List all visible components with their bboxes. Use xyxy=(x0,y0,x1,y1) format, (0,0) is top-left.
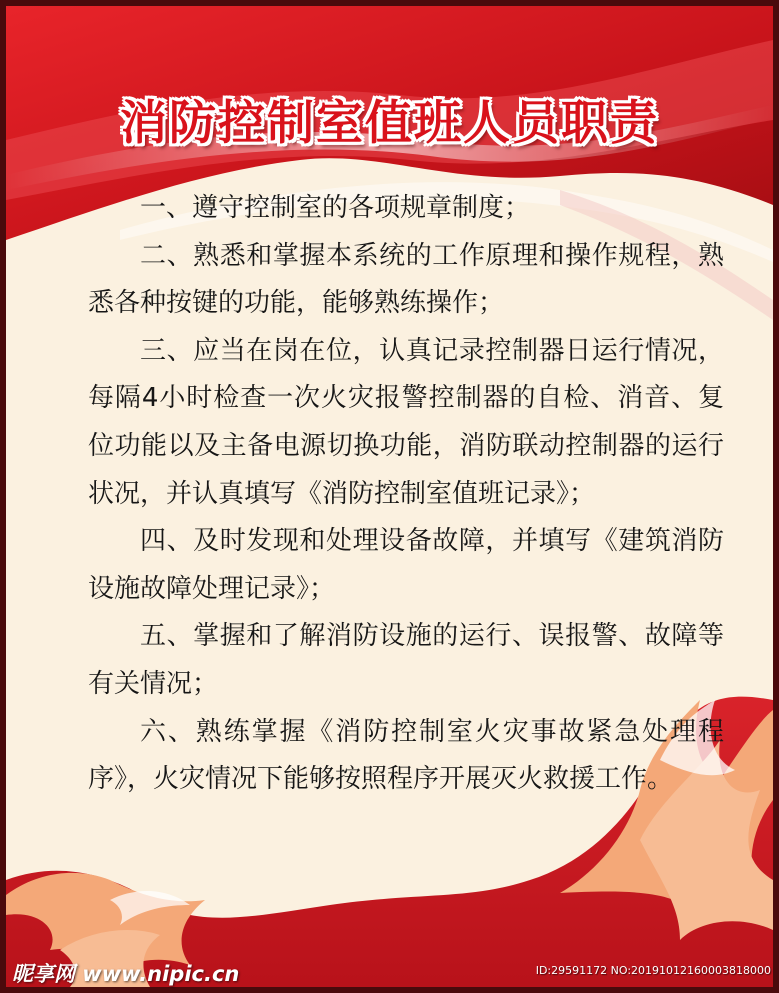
duty-item-1: 一、遵守控制室的各项规章制度； xyxy=(140,193,531,223)
watermark-logo: 昵享网 www.nipic.cn xyxy=(12,962,240,986)
duties-list xyxy=(88,185,724,804)
duty-item-5: 五、掌握和了解消防设施的运行、误报警、故障等有关情况； xyxy=(88,621,724,699)
poster-title: 消防控制室值班人员职责 xyxy=(120,96,659,151)
duty-item-6: 六、熟练掌握《消防控制室火灾事故紧急处理程序》，火灾情况下能够按照程序开展灭火救援工作。 xyxy=(88,716,724,795)
duty-item-3: 三、应当在岗在位，认真记录控制器日运行情况，每隔4小时检查一次火灾报警控制器的自检、消音、复位功能以及主备电源切换功能，消防联动控制器的运行状况，并认真填写《消防控制室值班记录》； xyxy=(88,335,724,509)
duty-item-2: 二、熟悉和掌握本系统的工作原理和操作规程，熟悉各种按键的功能，能够熟练操作； xyxy=(88,240,724,319)
watermark-id: ID:29591172 NO:20191012160003818000 xyxy=(535,964,771,977)
duty-item-4: 四、及时发现和处理设备故障，并填写《建筑消防设施故障处理记录》； xyxy=(88,526,724,604)
